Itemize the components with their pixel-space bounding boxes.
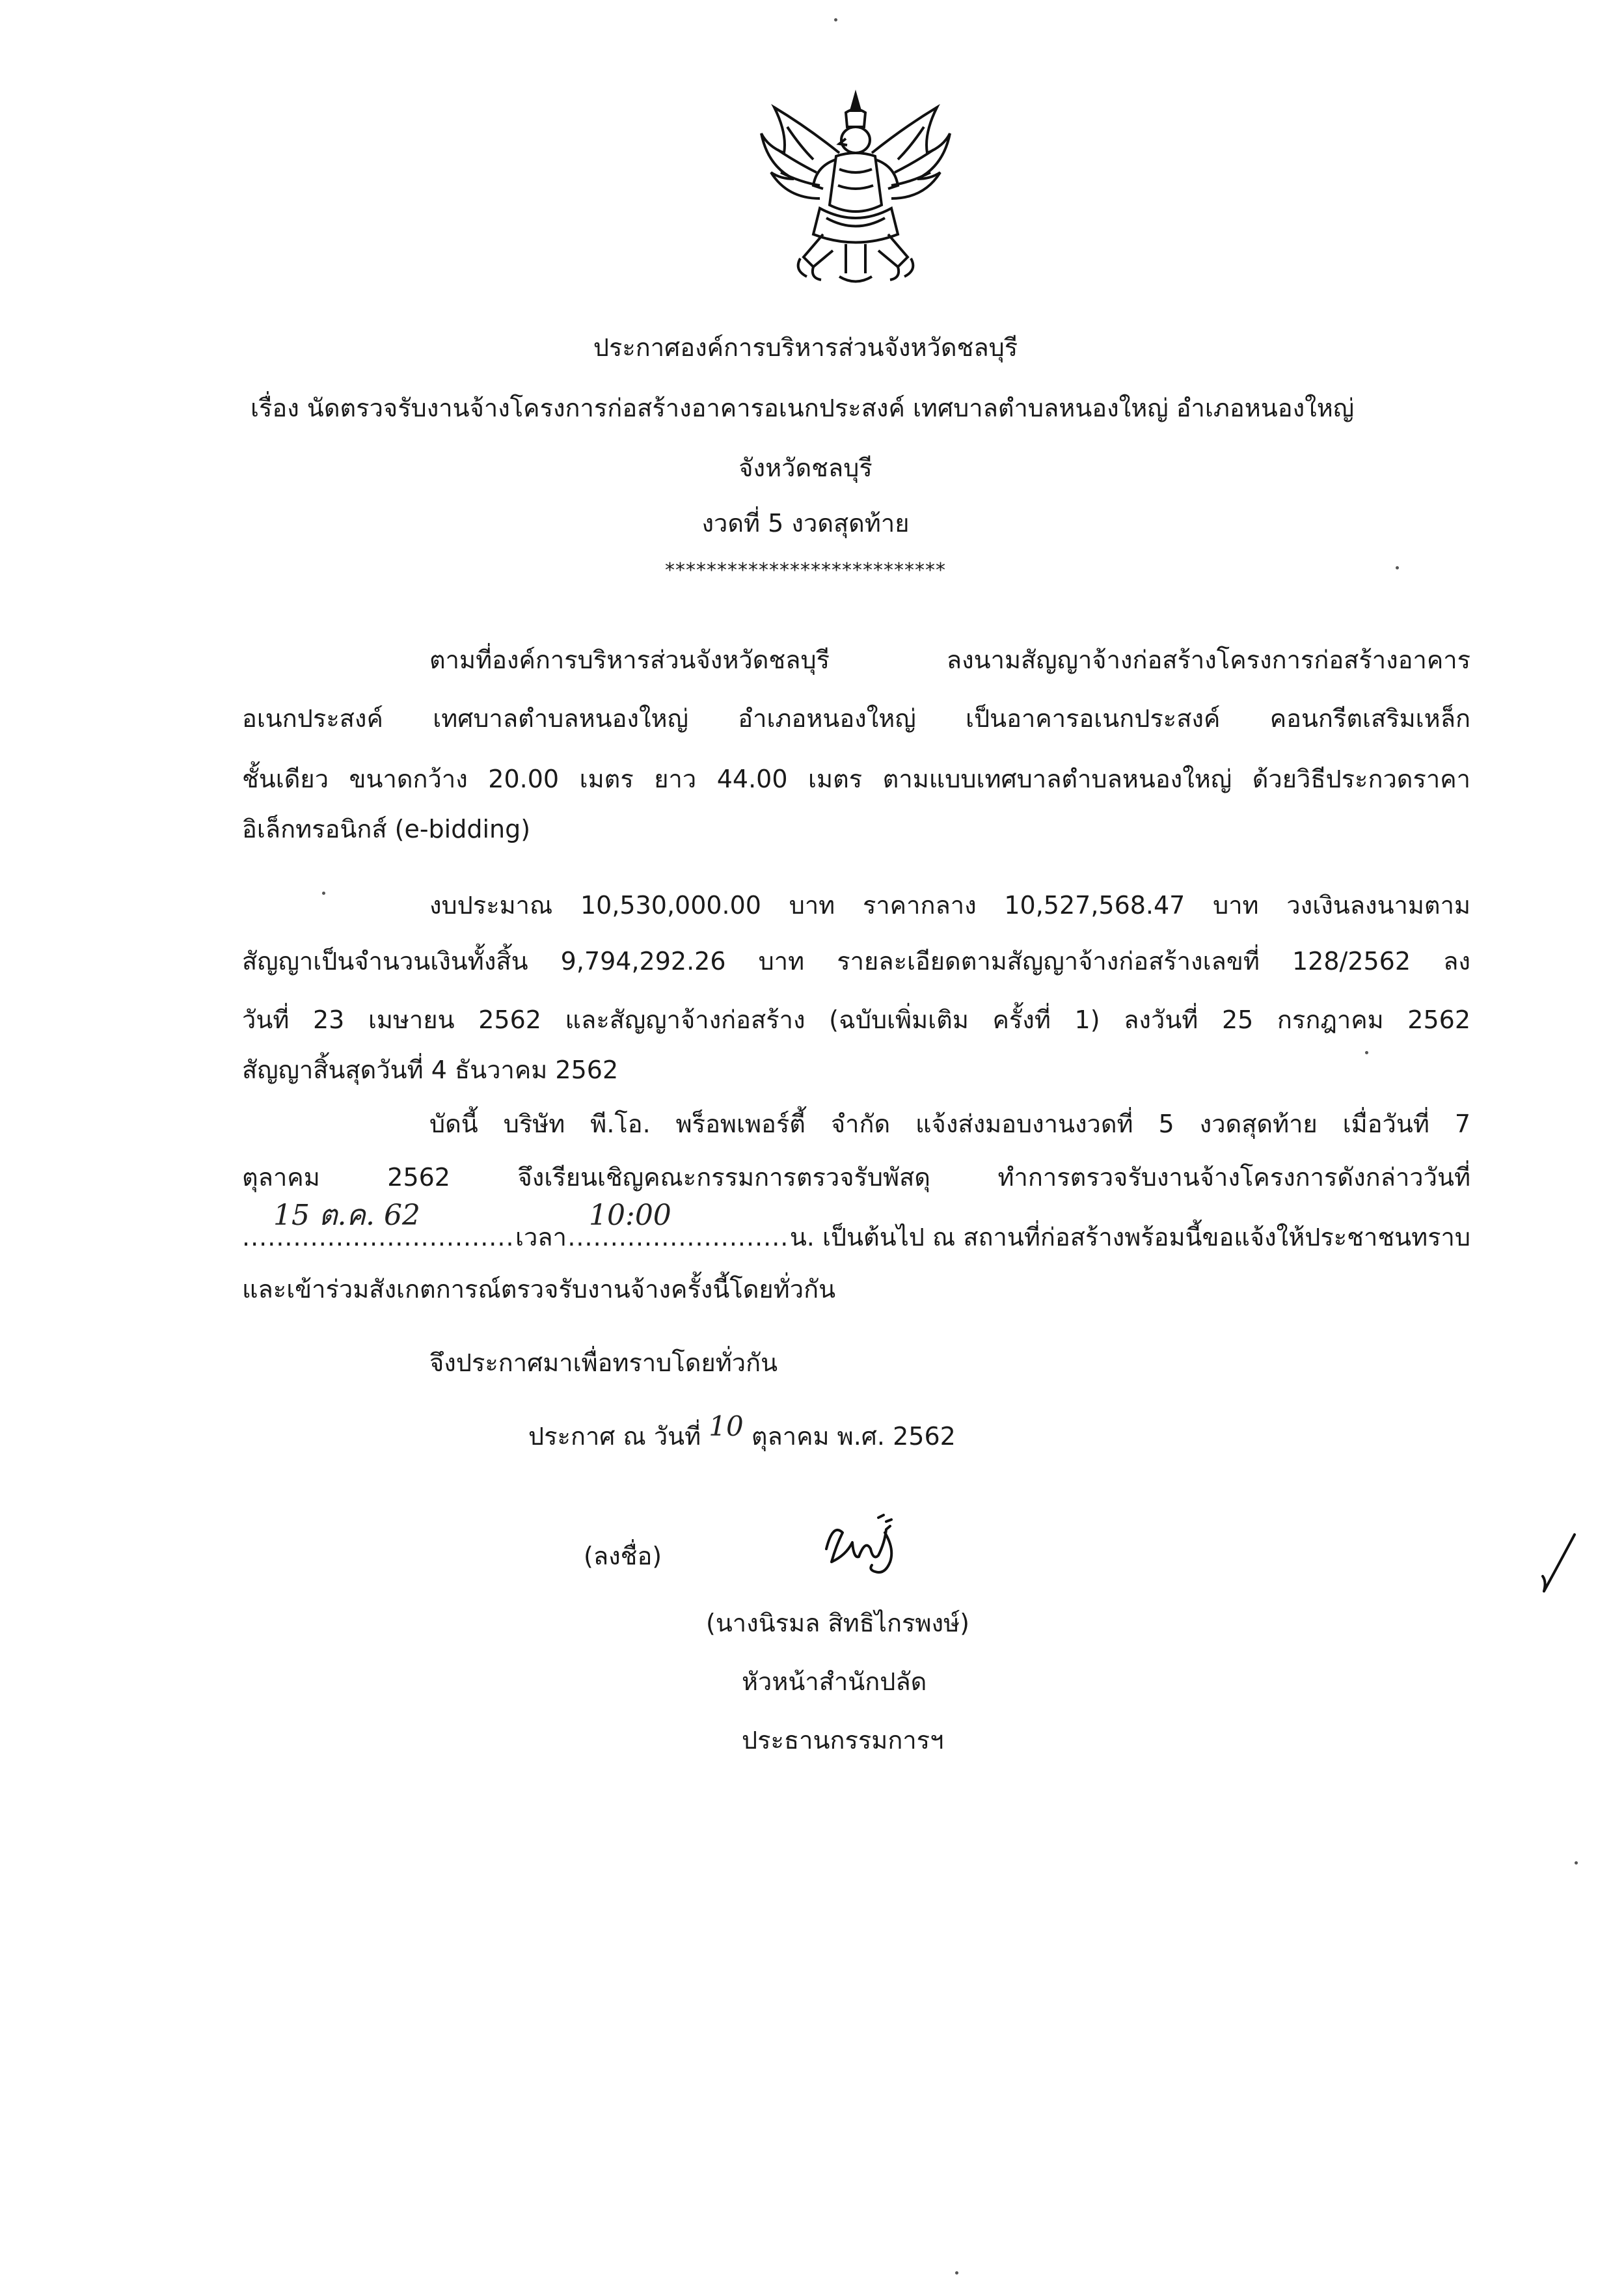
p1-line-1: ตามที่องค์การบริหารส่วนจังหวัดชลบุรี ลงนามสัญญาจ้างก่อสร้างโครงการก่อสร้างอาคาร	[429, 646, 1470, 674]
signer-position-1: หัวหน้าสำนักปลัด	[742, 1667, 927, 1696]
scan-speck	[322, 892, 325, 895]
p3-line-3	[242, 1225, 1470, 1250]
signer-position-2: ประธานกรรมการฯ	[742, 1726, 944, 1755]
p3-line-1: บัดนี้ บริษัท พี.โอ. พร็อพเพอร์ตี้ จำกัด แจ้งส่งมอบงานงวดที่ 5 งวดสุดท้าย เมื่อวันที่ 7	[429, 1110, 1470, 1138]
handwritten-inspection-time: 10:00	[589, 1199, 671, 1232]
p1-line-4: อิเล็กทรอนิกส์ (e-bidding)	[242, 815, 531, 843]
time-blank-dots: ..........................	[567, 1223, 789, 1251]
signer-name: (นางนิรมล สิทธิไกรพงษ์)	[706, 1609, 969, 1637]
handwritten-signature	[813, 1510, 911, 1581]
announcement-title: ประกาศองค์การบริหารส่วนจังหวัดชลบุรี	[593, 333, 1018, 362]
scan-speck	[1365, 1051, 1368, 1054]
p2-line-2: สัญญาเป็นจำนวนเงินทั้งสิ้น 9,794,292.26 บาท รายละเอียดตามสัญญาจ้างก่อสร้างเลขที่ 128/2562 ลง	[242, 947, 1470, 976]
separator-stars: ***************************	[665, 559, 946, 582]
p2-line-3: วันที่ 23 เมษายน 2562 และสัญญาจ้างก่อสร้าง (ฉบับเพิ่มเติม ครั้งที่ 1) ลงวันที่ 25 กรกฎาคม 2562	[242, 1005, 1470, 1034]
announcement-date	[528, 1410, 956, 1451]
scan-speck	[955, 2271, 958, 2275]
time-label: เวลา	[515, 1223, 567, 1251]
closing-statement: จึงประกาศมาเพื่อทราบโดยทั่วกัน	[429, 1348, 778, 1377]
signature-label: (ลงชื่อ)	[584, 1542, 662, 1570]
p1-line-2: อเนกประสงค์ เทศบาลตำบลหนองใหญ่ อำเภอหนองใหญ่ เป็นอาคารอเนกประสงค์ คอนกรีตเสริมเหล็ก	[242, 704, 1470, 733]
scan-speck	[1575, 1861, 1578, 1865]
check-mark	[1539, 1529, 1578, 1601]
scan-speck	[1396, 566, 1399, 569]
p3-line-2: ตุลาคม 2562 จึงเรียนเชิญคณะกรรมการตรวจรับพัสดุ ทำการตรวจรับงานจ้างโครงการดังกล่าววันที่	[242, 1163, 1470, 1192]
date-blank-dots: ................................	[242, 1223, 515, 1251]
scan-speck	[834, 18, 837, 21]
p2-line-4: สัญญาสิ้นสุดวันที่ 4 ธันวาคม 2562	[242, 1056, 619, 1084]
subject-line-1: เรื่อง นัดตรวจรับงานจ้างโครงการก่อสร้างอาคารอเนกประสงค์ เทศบาลตำบลหนองใหญ่ อำเภอหนองใหญ่	[250, 394, 1355, 422]
announce-prefix: ประกาศ ณ วันที่	[528, 1422, 701, 1451]
handwritten-inspection-date: 15 ต.ค. 62	[273, 1199, 420, 1232]
announce-suffix: ตุลาคม พ.ศ. 2562	[751, 1422, 956, 1451]
subject-line-2: จังหวัดชลบุรี	[738, 454, 873, 482]
handwritten-day: 10	[709, 1410, 744, 1442]
subject-line-3: งวดที่ 5 งวดสุดท้าย	[701, 509, 910, 538]
p2-line-1: งบประมาณ 10,530,000.00 บาท ราคากลาง 10,527,568.47 บาท วงเงินลงนามตาม	[429, 891, 1470, 920]
p3-line-4: และเข้าร่วมสังเกตการณ์ตรวจรับงานจ้างครั้งนี้โดยทั่วกัน	[242, 1275, 836, 1304]
p1-line-3: ชั้นเดียว ขนาดกว้าง 20.00 เมตร ยาว 44.00 เมตร ตามแบบเทศบาลตำบลหนองใหญ่ ด้วยวิธีประกวดราคา	[242, 765, 1470, 793]
garuda-emblem	[748, 88, 963, 290]
p3-line-3-rest: น. เป็นต้นไป ณ สถานที่ก่อสร้างพร้อมนี้ขอแจ้งให้ประชาชนทราบ	[789, 1223, 1470, 1251]
